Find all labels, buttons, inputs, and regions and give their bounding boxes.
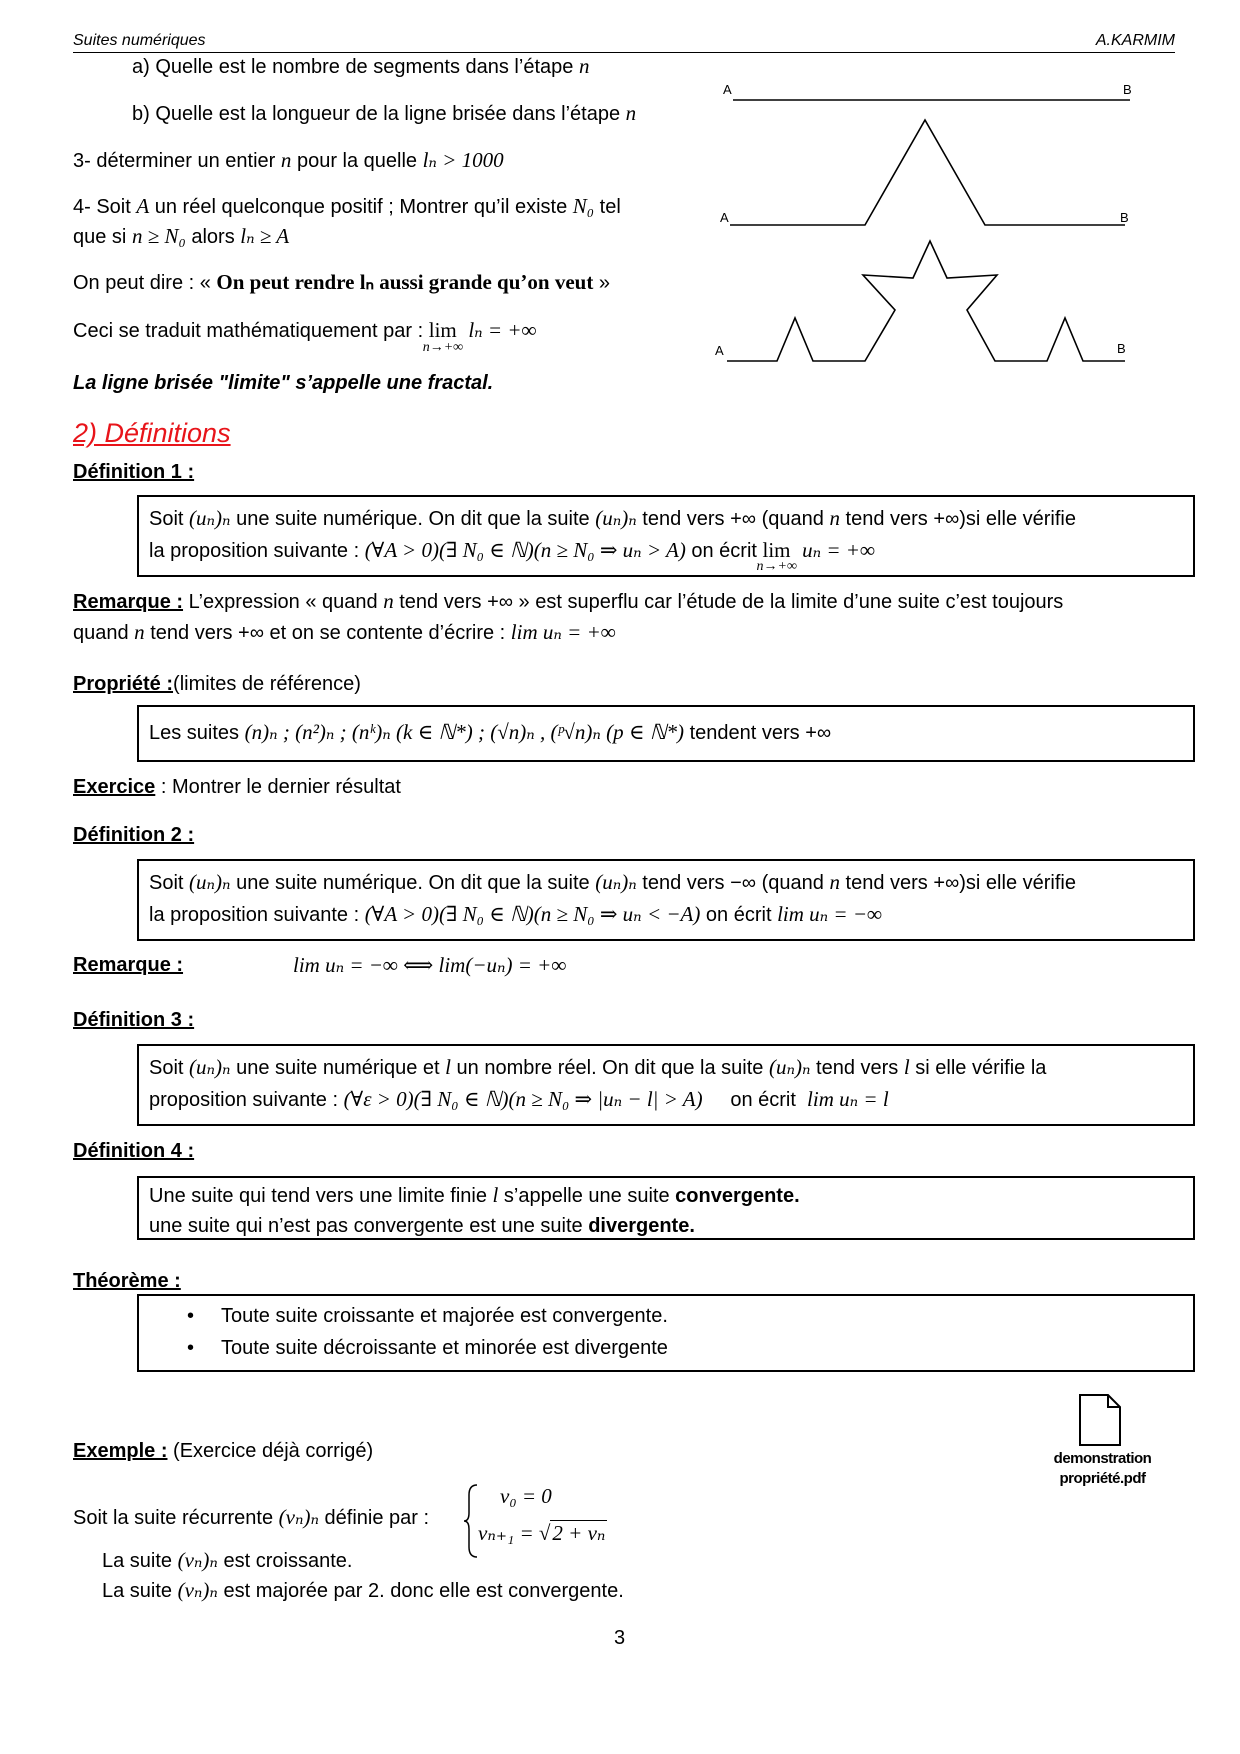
theorem-box [137,1294,1195,1372]
def1-line2: la proposition suivante : (∀A > 0)(∃ N₀ ∈ ℕ)(n ≥ N₀ ⇒ uₙ > A) on écrit lim n→+∞ uₙ = +∞ [149,538,875,574]
question-3: 3- déterminer un entier n pour la quelle lₙ > 1000 [73,148,504,172]
statement-say: On peut dire : « On peut rendre lₙ aussi grande qu’on veut » [73,270,611,294]
remark1-line2: quand n tend vers +∞ et on se contente d’écrire : lim uₙ = +∞ [73,620,616,644]
question-4-line1: 4- Soit A un réel quelconque positif ; Montrer qu’il existe N₀ tel [73,194,621,218]
theorem-item: • Toute suite croissante et majorée est convergente. [221,1300,1183,1332]
example-line1: La suite (vₙ)ₙ est croissante. [102,1548,353,1572]
def3-box [137,1044,1195,1126]
fractal-label-a: A [723,82,732,97]
property-box: Les suites (n)ₙ ; (n²)ₙ ; (nᵏ)ₙ (k ∈ ℕ*) ; (√n)ₙ , (ᵖ√n)ₙ (p ∈ ℕ*) tendent vers +∞ [137,705,1195,762]
fractal-note: La ligne brisée "limite" s’appelle une fractal. [73,372,494,394]
system-brace [463,1483,479,1559]
fractal-label-a: A [715,343,724,358]
statement-limit: Ceci se traduit mathématiquement par : lim n→+∞ lₙ = +∞ [73,318,537,355]
header-author: A.KARMIM [1095,32,1175,49]
def4-line1: Une suite qui tend vers une limite finie l s’appelle une suite convergente. [149,1183,800,1207]
fractal-step-2 [727,241,1125,361]
koch-fractal-figure [715,78,1140,368]
remark2-math: lim uₙ = −∞ ⟺ lim(−uₙ) = +∞ [293,953,567,977]
header-title: Suites numériques [73,32,206,49]
example-definition: Soit la suite récurrente (vₙ)ₙ définie par : [73,1505,430,1529]
def4-heading: Définition 4 : [73,1140,195,1162]
def1-heading: Définition 1 : [73,461,195,483]
section-title: 2) Définitions [73,418,231,448]
pdf-file-caption[interactable]: demonstration propriété.pdf [1053,1450,1152,1487]
system-line2: vₙ₊₁ = √2 + vₙ [478,1521,606,1545]
fractal-label-b: B [1117,341,1126,356]
def1-line1: Soit (uₙ)ₙ une suite numérique. On dit que la suite (uₙ)ₙ tend vers +∞ (quand n tend vers +∞)si elle vérifie [149,506,1076,530]
exercise-line: Exercice : Montrer le dernier résultat [73,776,401,798]
question-b: b) Quelle est la longueur de la ligne brisée dans l’étape n [132,101,637,125]
question-4-line2: que si n ≥ N₀ alors lₙ ≥ A [73,224,290,248]
page-number: 3 [614,1627,626,1649]
pdf-file-icon[interactable] [1078,1394,1122,1446]
remark2-label: Remarque : [73,954,184,976]
fractal-label-a: A [720,210,729,225]
theorem-item: • Toute suite décroissante et minorée est divergente [221,1332,1183,1364]
def2-heading: Définition 2 : [73,824,195,846]
theorem-heading: Théorème : [73,1270,181,1292]
def2-box [137,859,1195,941]
example-heading: Exemple : (Exercice déjà corrigé) [73,1440,374,1462]
def4-line2: une suite qui n’est pas convergente est une suite divergente. [149,1215,695,1237]
def4-box [137,1176,1195,1240]
def2-line1: Soit (uₙ)ₙ une suite numérique. On dit que la suite (uₙ)ₙ tend vers −∞ (quand n tend vers +∞)si elle vérifie [149,870,1076,894]
property-heading: Propriété :(limites de référence) [73,673,361,695]
page-header [73,30,1175,53]
system-line1: v₀ = 0 [500,1484,552,1508]
fractal-step-1 [730,120,1125,225]
fractal-label-b: B [1123,82,1132,97]
def3-line2: proposition suivante : (∀ε > 0)(∃ N₀ ∈ ℕ)(n ≥ N₀ ⇒ |uₙ − l| > A) on écrit lim uₙ = l [149,1087,889,1111]
fractal-label-b: B [1120,210,1129,225]
def3-heading: Définition 3 : [73,1009,195,1031]
example-line2: La suite (vₙ)ₙ est majorée par 2. donc elle est convergente. [102,1578,624,1602]
remark1-line1: Remarque : L’expression « quand n tend vers +∞ » est superflu car l’étude de la limite d’une suite c’est toujours [73,589,1064,613]
question-a: a) Quelle est le nombre de segments dans l’étape n [132,54,590,78]
def1-box [137,495,1195,577]
def3-line1: Soit (uₙ)ₙ une suite numérique et l un nombre réel. On dit que la suite (uₙ)ₙ tend vers l si elle vérifie la [149,1055,1047,1079]
def2-line2: la proposition suivante : (∀A > 0)(∃ N₀ ∈ ℕ)(n ≥ N₀ ⇒ uₙ < −A) on écrit lim uₙ = −∞ [149,902,882,926]
theorem-list [149,1300,1183,1364]
